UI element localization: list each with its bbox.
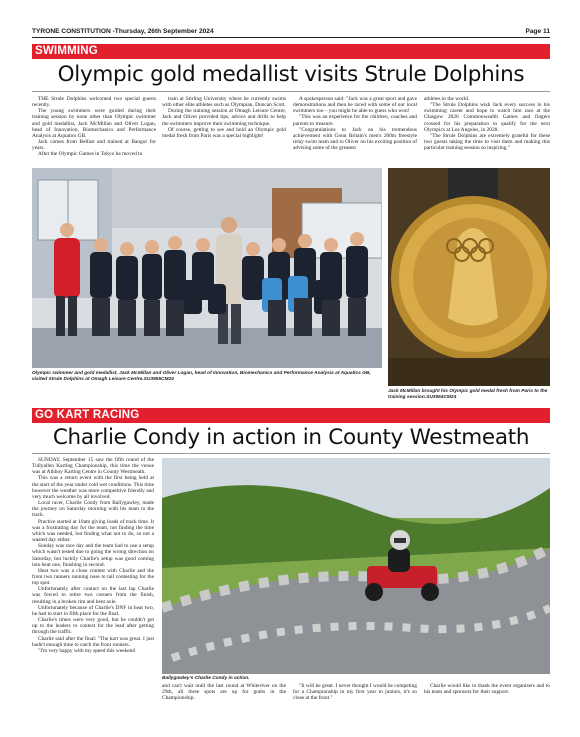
paragraph: "I'm very happy with my speed this weekend [38, 647, 136, 654]
paragraph: A spokesperson said: "Jack was a great sport and gave demonstrations and then he raced with some of our local swimmers too – you might be able to guess who won! [293, 96, 417, 115]
swim-column-4 [424, 96, 550, 151]
paragraph: Sunday was race day and the team had to use a setup which wasn't tested due to going the wrong direction on Saturday, but luckily Charlie's setup was good coming into heat one, finishing in second. [32, 543, 154, 568]
kart-photo [162, 458, 550, 674]
kart-column-1 [32, 457, 154, 654]
kart-photo-caption: Ballygawley's Charlie Condy in action. [162, 676, 250, 681]
paragraph: Of course, getting to see and hold an Olympic gold medal fresh from Paris was a special highlight! [162, 126, 286, 139]
gold-medal-image [388, 168, 550, 386]
paragraph: Charlie would like to thank the event organisers and to his team and sponsors for their support. [424, 683, 550, 696]
paragraph: Heat two was a close contest with Charlie and the front two runners running nose to tail contesting for the top spot. [32, 567, 154, 587]
kart-column-4 [424, 683, 550, 695]
swim-column-2 [162, 96, 286, 139]
paragraph: This was a return event with the first being held at the start of the year under cold wet conditions. This time however the weather was more competitive friendly and very much welcome by all involved. [32, 475, 154, 500]
paragraph: Local racer, Charlie Condy from Ballygawley, made the journey on Saturday morning with his team to the track. [32, 500, 154, 519]
section-label-go-kart: GO KART RACING [32, 408, 550, 423]
section-label-swimming: SWIMMING [32, 44, 550, 59]
kart-column-3 [293, 683, 417, 701]
group-photo [32, 168, 382, 368]
paragraph: "The Strule Dolphins wish Jack every success in his swimming career and hope to watch him race at the Glasgow 2026 Commonwealth Games and fingers crossed for his preparation to qualify for the next Olympics at Los Angeles, in 2028. [424, 102, 550, 133]
masthead-publication-date: TYRONE CONSTITUTION -Thursday, 26th September 2024 [32, 28, 214, 35]
headline-divider [32, 91, 550, 92]
paragraph: Unfortunately because of Charlie's DNF in heat two, he had to start in fifth place for the final. [32, 604, 154, 617]
medal-photo [388, 168, 550, 386]
page-masthead [32, 26, 550, 38]
paragraph: "The Strule Dolphins are extremely grateful for these two guests taking the time to visit them and making this particular training session so inspiring." [424, 132, 550, 152]
swim-column-3 [293, 96, 417, 151]
paragraph: The young swimmers were guided during their training session by none other than Olympic swimmer and gold medallist, Jack McMillan and Oliver Logan, head of Innovation, Biomechanics and Performance Analysis at Aquatics GB. [32, 108, 156, 139]
paragraph: During the training session at Omagh Leisure Centre, Jack and Oliver provided tips, advice and drills to help the swimmers improve their swimming technique. [162, 108, 286, 127]
kart-racing-image [162, 458, 550, 674]
paragraph: After the Olympic Games in Tokyo he moved to [38, 151, 143, 158]
swim-column-1 [32, 96, 156, 158]
paragraph: athletes in the world. [424, 96, 470, 102]
paragraph: Jack comes from Belfast and trained at Bangor for years. [32, 139, 156, 152]
medal-photo-caption: Jack McMillan brought his Olympic gold medal fresh from Paris to the training session.SU3954CM24 [388, 389, 548, 400]
paragraph: Practice started at 10am giving loads of track time. It was a frustrating day for the team, not finding the time which was needed, but finding what not to do, so not a wasted day either. [32, 518, 154, 544]
headline-divider [32, 453, 550, 454]
paragraph: "This was an experience for the children, coaches and parents to treasure. [293, 114, 417, 127]
kart-column-2 [162, 683, 286, 701]
paragraph: and can't wait until the last round at Whiteriver on the 29th, all three spots are up for grabs in the Championship. [162, 683, 286, 702]
paragraph: train at Stirling University where he currently swims with other elite athletes such as Olympian, Duncan Scott. [162, 96, 286, 109]
group-photo-caption: Olympic swimmer and gold medallist, Jack McMillan and Oliver Logan, head of Innovation, Biomechanics and Performance Analysis at Aquatics GB, visited Strule Dolphins at Omagh Leisure Centre.SU3955CM24 [32, 371, 371, 382]
paragraph: "Congratulations to Jack on his tremendous achievement with Great Britain's men's 200m freestyle relay swim team and to Oliver on his exciting position of advising some of the greatest [293, 126, 417, 152]
group-photo-image [32, 168, 382, 368]
paragraph: THE Strule Dolphins welcomed two special guests recently. [32, 96, 156, 109]
paragraph: Unfortunately after contact on the last lap Charlie was forced to retire two corners from the finish, resulting in a broken rim and bent axle. [32, 586, 154, 605]
masthead-page-number: Page 11 [525, 28, 550, 35]
swim-headline: Olympic gold medallist visits Strule Dolphins [57, 62, 525, 87]
paragraph: "It will be great. I never thought I would be competing for a Championship in my first year in juniors, it's so close at the front." [293, 683, 417, 702]
paragraph: Charlie said after the final: "The kart was great. I just hadn't enough time to catch the front runners. [32, 635, 154, 648]
paragraph: SUNDAY, September 15 saw the fifth round of the Tullyallen Karting Championship, this time the venue was at Athboy Karting Centre in County Westmeath. [32, 457, 154, 476]
paragraph: Charlie's times were very good, but he couldn't get up to the leaders to contest for the lead after getting through the traffic. [32, 617, 154, 636]
kart-headline: Charlie Condy in action in County Westmeath [52, 425, 530, 450]
